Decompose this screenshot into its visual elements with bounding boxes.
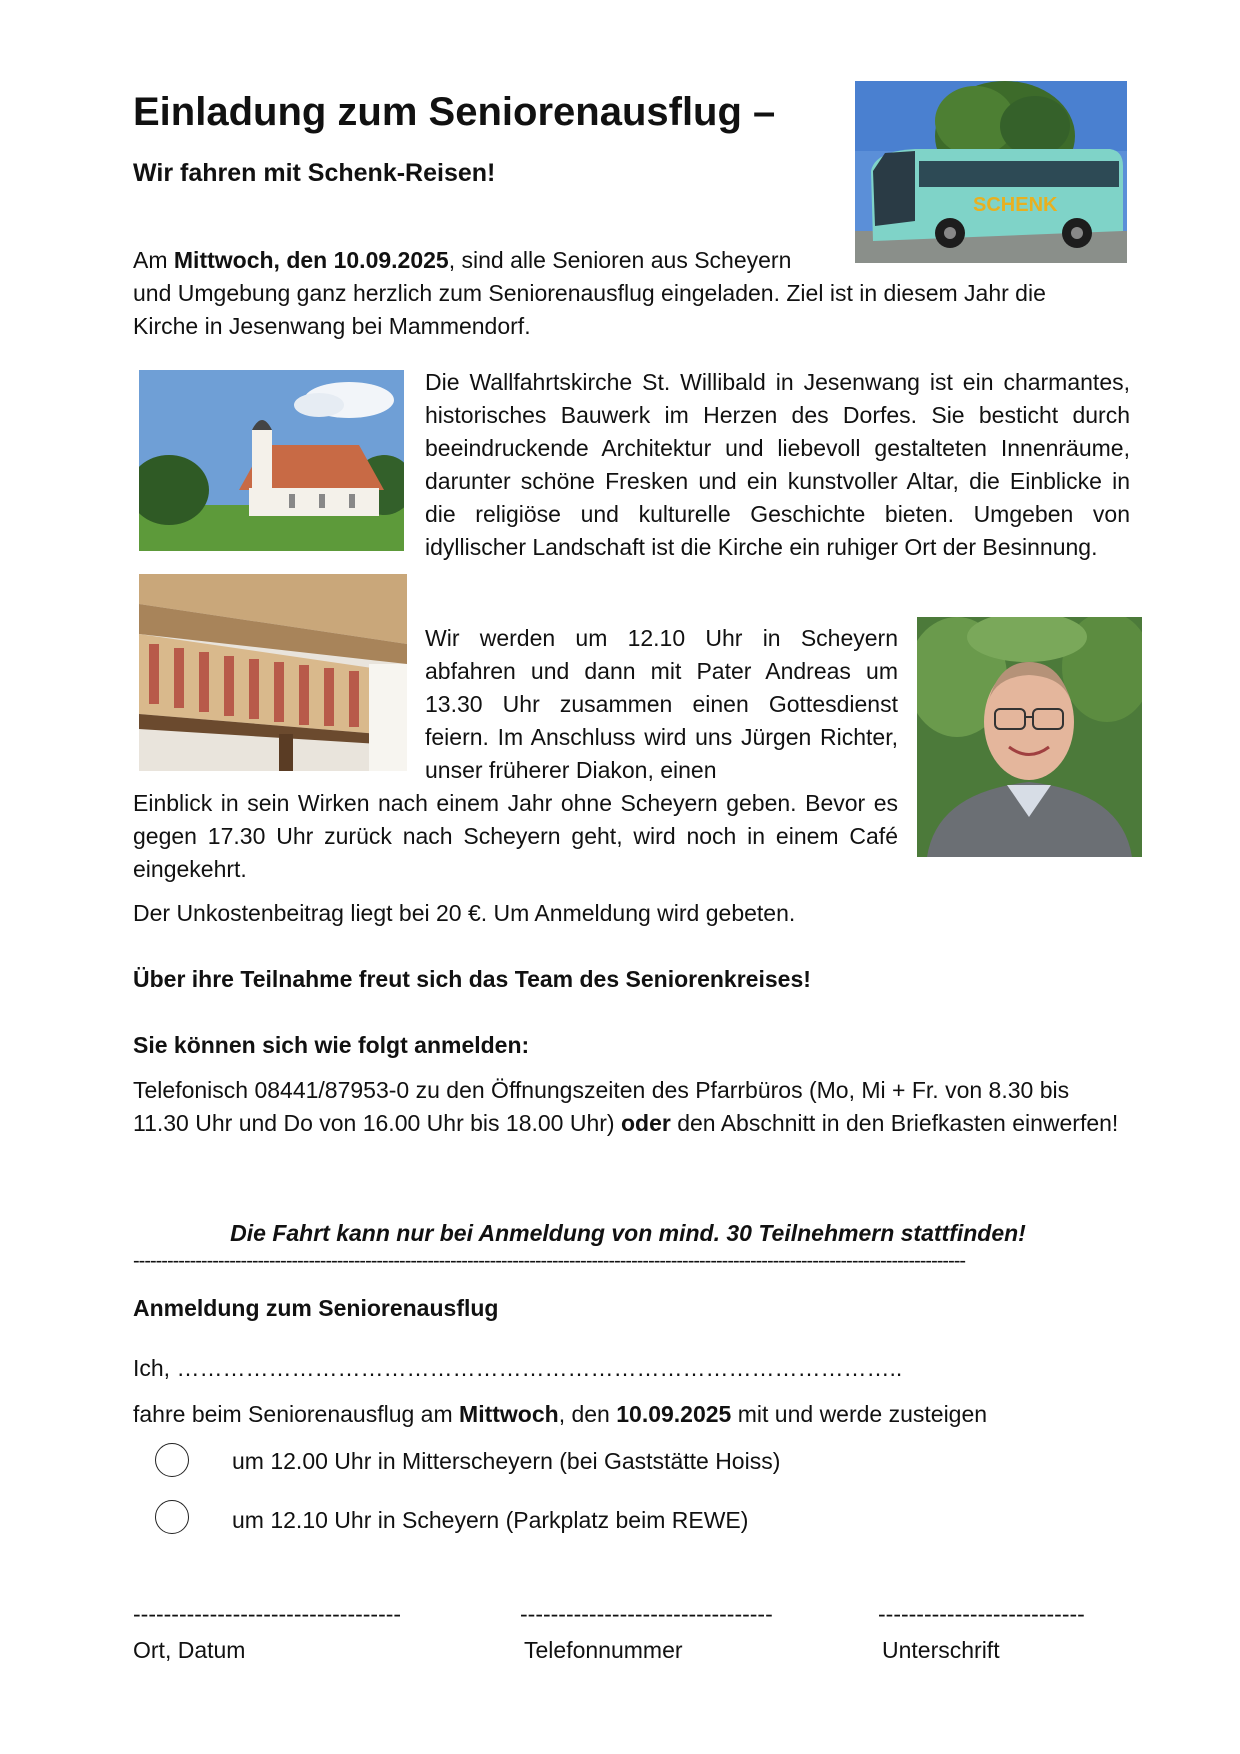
register-heading: Sie können sich wie folgt anmelden: (133, 1032, 530, 1058)
form-heading: Anmeldung zum Seniorenausflug (133, 1295, 499, 1321)
signature-dash-line: --------------------------- (878, 1601, 1085, 1627)
church-paragraph: Die Wallfahrtskirche St. Willibald in Jesenwang ist ein charmantes, historisches Bauwerk im Herzen des Dorfes. Sie besticht durch beeindruckende Architektur und liebevoll gestalteten Innenräume, darunter schöne Fresken und ein kunstvoller Altar, die Einblicke in die religiöse und kulturelle Geschichte bieten. Umgeben von idyllischer Landschaft ist die Kirche ein ruhiger Ort der Besinnung. (425, 369, 1130, 560)
schedule-paragraph-b: Einblick in sein Wirken nach einem Jahr ohne Scheyern geben. Bevor es gegen 17.30 Uhr zurück nach Scheyern geht, wird noch in einem Café eingekehrt. (133, 790, 898, 882)
page-title: Einladung zum Seniorenausflug – (133, 90, 776, 134)
phone-label: Telefonnummer (524, 1637, 683, 1663)
register-text: Telefonisch 08441/87953-0 zu den Öffnungszeiten des Pfarrbüros (Mo, Mi + Fr. von 8.30 bis 11.30 Uhr und Do von 16.00 Uhr bis 18.00 Uhr) oder den Abschnitt in den Briefkasten einwerfen! (133, 1077, 1119, 1136)
schedule-paragraph-a: Wir werden um 12.10 Uhr in Scheyern abfahren und dann mit Pater Andreas um 13.30 Uhr zusammen einen Gottesdienst feiern. Im Anschluss wird uns Jürgen Richter, unser früherer Diakon, einen (425, 625, 898, 783)
cut-line: --------------------------------------------------------------------------------------------------------------------------------------------------- (133, 1250, 966, 1272)
min-participants-note: Die Fahrt kann nur bei Anmeldung von mind. 30 Teilnehmern stattfinden! (230, 1220, 1026, 1246)
option-mitterscheyern-radio[interactable] (155, 1443, 189, 1477)
option-scheyern-radio[interactable] (155, 1500, 189, 1534)
bus-photo (855, 81, 1127, 263)
option-scheyern-label: um 12.10 Uhr in Scheyern (Parkplatz beim REWE) (232, 1507, 749, 1533)
intro-date: Mittwoch, den 10.09.2025 (173, 247, 449, 273)
date-dash-line: ----------------------------------- (133, 1601, 402, 1627)
bus-label: SCHENK (973, 194, 1058, 216)
option-mitterscheyern-label: um 12.00 Uhr in Mitterscheyern (bei Gaststätte Hoiss) (232, 1448, 781, 1474)
signature-label: Unterschrift (882, 1637, 1000, 1663)
portrait-photo (917, 617, 1142, 857)
name-field[interactable]: ………………………………………………………………………………….. (176, 1355, 903, 1381)
participation-line: fahre beim Seniorenausflug am Mittwoch, den 10.09.2025 mit und werde zusteigen (133, 1401, 988, 1427)
place-date-label: Ort, Datum (133, 1637, 246, 1663)
team-note: Über ihre Teilnahme freut sich das Team des Seniorenkreises! (133, 966, 811, 992)
name-line: Ich, ………………………………………………………………………………….. (133, 1355, 903, 1381)
phone-dash-line: --------------------------------- (520, 1601, 773, 1627)
ceiling-fresco-photo (139, 574, 407, 771)
cost-text: Der Unkostenbeitrag liegt bei 20 €. Um Anmeldung wird gebeten. (133, 900, 796, 926)
church-photo (139, 370, 404, 551)
intro-paragraph: Am Mittwoch, den 10.09.2025, sind alle Senioren aus Scheyern und Umgebung ganz herzlich zum Seniorenausflug eingeladen. Ziel ist in diesem Jahr die Kirche in Jesenwang bei Mammendorf. (133, 247, 1046, 339)
page-subtitle: Wir fahren mit Schenk-Reisen! (133, 159, 496, 187)
